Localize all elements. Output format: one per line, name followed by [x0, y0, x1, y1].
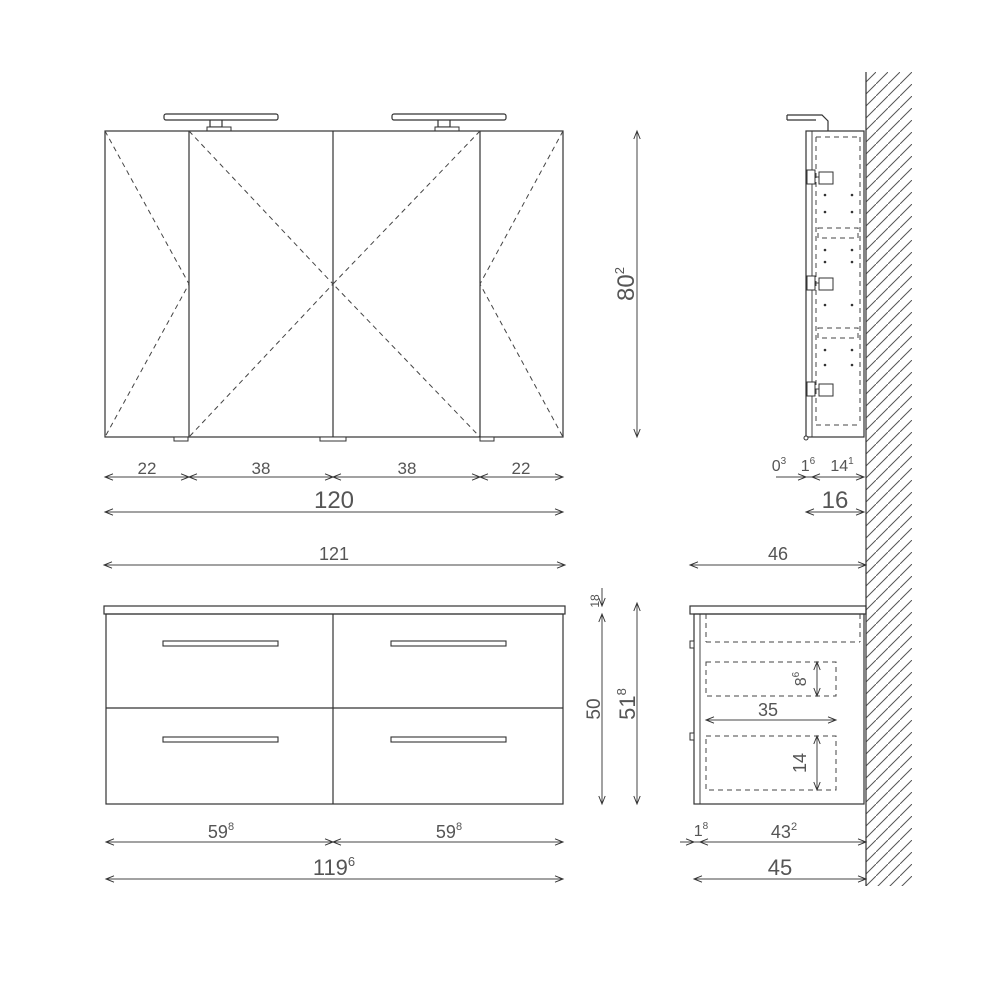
mirror-cabinet-side	[787, 115, 864, 440]
vanity-side	[690, 544, 866, 804]
mirror-height-dimension	[612, 131, 640, 437]
vanity-body-height: 50	[584, 698, 605, 720]
mirror-side-dim-2-main: 1	[800, 458, 810, 475]
hinge-icon	[807, 276, 833, 290]
vanity-height-dimensions	[584, 588, 640, 804]
svg-text:802	[612, 267, 640, 301]
svg-text:141	[830, 456, 854, 475]
drawer-handle	[391, 641, 506, 646]
mirror-height-sup: 2	[612, 267, 627, 275]
svg-text:16	[801, 456, 816, 475]
vanity-top-thickness: 18	[588, 594, 602, 608]
lamp-right	[392, 114, 506, 131]
drawer-width-1-main: 59	[207, 822, 228, 842]
svg-text:598	[208, 821, 234, 842]
body-depth-main: 43	[770, 822, 791, 842]
mirror-cabinet-front	[105, 114, 563, 441]
vanity-top-width: 121	[318, 544, 350, 564]
mirror-depth-dimensions	[772, 456, 864, 514]
vanity-front	[104, 544, 565, 804]
hinge-icon	[807, 170, 833, 184]
lamp-left	[164, 114, 278, 131]
vanity-width-dimensions	[106, 821, 563, 880]
wall	[866, 72, 912, 886]
vanity-depth: 45	[767, 855, 793, 880]
mirror-side-dim-1-main: 0	[771, 458, 781, 475]
svg-text:518	[614, 688, 640, 720]
mirror-side-dim-3-sup: 1	[848, 456, 854, 467]
mirror-total-width: 120	[313, 487, 355, 514]
drawer-width-1-sup: 8	[227, 821, 235, 833]
drawer-handle	[163, 641, 278, 646]
svg-text:86	[791, 671, 810, 686]
vanity-total-width-sup: 6	[347, 854, 356, 869]
drawer-height-1-sup: 6	[791, 671, 802, 678]
vanity-total-height-main: 51	[615, 695, 640, 720]
mirror-side-dim-1-sup: 3	[780, 456, 787, 467]
front-thickness-sup: 8	[702, 821, 709, 832]
drawer-height-2: 14	[790, 752, 810, 774]
body-depth-sup: 2	[790, 821, 798, 833]
svg-text:1196	[313, 854, 355, 880]
mirror-height-main: 80	[613, 274, 640, 301]
vanity-side-inner-dimensions	[706, 662, 836, 790]
svg-text:598	[436, 821, 462, 842]
drawer-handle	[163, 737, 278, 742]
mirror-width-2: 38	[251, 459, 271, 478]
hinge-icon	[807, 382, 833, 396]
vanity-depth-dimensions	[680, 821, 866, 880]
drawer-width-2-main: 59	[435, 822, 456, 842]
mirror-side-depth: 16	[821, 487, 849, 514]
vanity-total-width-main: 119	[312, 855, 348, 880]
drawer-height-1-main: 8	[793, 677, 810, 687]
vanity-total-height-sup: 8	[614, 688, 629, 696]
mirror-side-dim-2-sup: 6	[809, 456, 816, 467]
mirror-width-1: 22	[137, 459, 157, 478]
mirror-width-dimensions	[105, 459, 563, 514]
svg-text:18	[694, 821, 709, 840]
mirror-side-dim-3-main: 14	[830, 458, 849, 475]
drawer-handle	[391, 737, 506, 742]
vanity-inner-depth: 35	[757, 700, 779, 720]
mirror-width-3: 38	[397, 459, 417, 478]
svg-text:432	[771, 821, 797, 842]
drawer-width-2-sup: 8	[455, 821, 463, 833]
mirror-width-4: 22	[511, 459, 531, 478]
svg-text:03	[772, 456, 787, 475]
front-thickness-main: 1	[693, 823, 703, 840]
vanity-side-depth-top: 46	[767, 544, 789, 564]
